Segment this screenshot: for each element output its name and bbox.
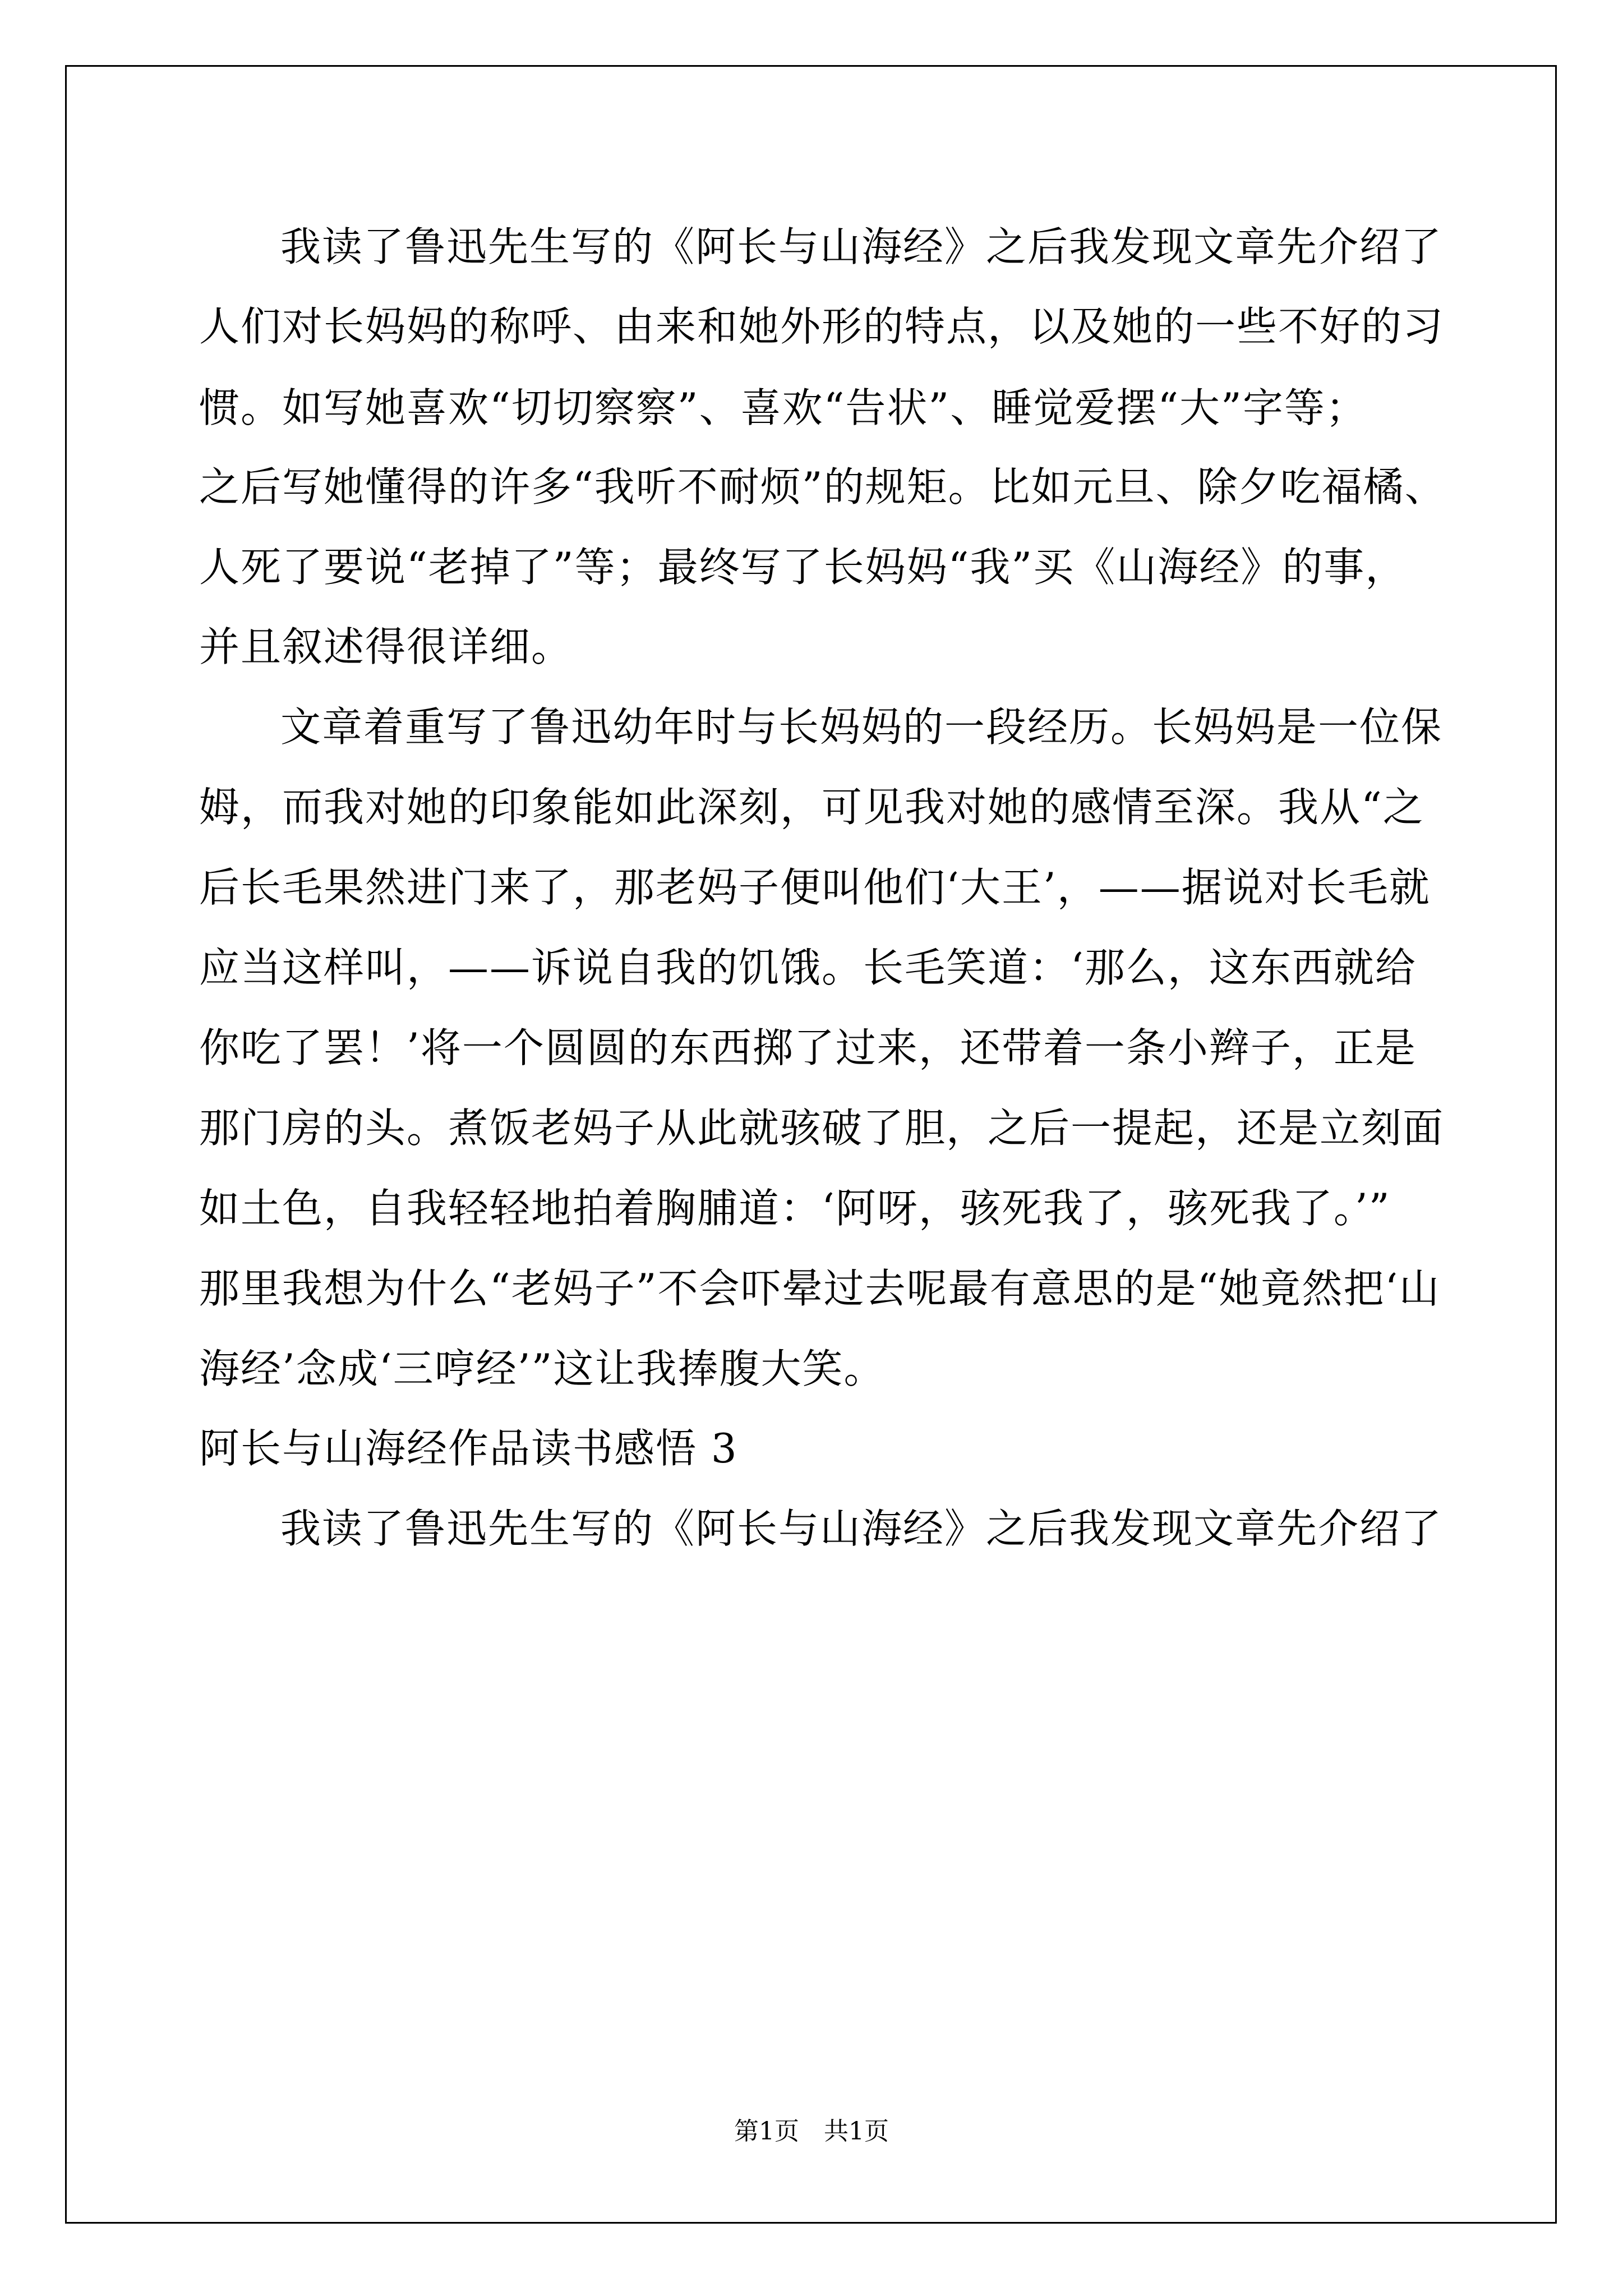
paragraph-2-line-7: 如土色，自我轻轻地拍着胸脯道：‘阿呀，骇死我了，骇死我了。’” (199, 1185, 1391, 1232)
paragraph-1-line-4: 之后写她懂得的许多“我听不耐烦”的规矩。比如元旦、除夕吃福橘、 (199, 463, 1446, 510)
paragraph-1-line-1: 我读了鲁迅先生写的《阿长与山海经》之后我发现文章先介绍了 (280, 223, 1443, 270)
page-footer: 第1页 共1页 (734, 2117, 889, 2146)
section-heading: 阿长与山海经作品读书感悟 3 (199, 1425, 738, 1472)
paragraph-2-line-4: 应当这样叫，——诉说自我的饥饿。长毛笑道：‘那么，这东西就给 (199, 944, 1417, 991)
paragraph-2-line-3: 后长毛果然进门来了，那老妈子便叫他们‘大王’，——据说对长毛就 (199, 864, 1431, 911)
paragraph-2-line-1: 文章着重写了鲁迅幼年时与长妈妈的一段经历。长妈妈是一位保 (280, 703, 1443, 751)
paragraph-1-line-2: 人们对长妈妈的称呼、由来和她外形的特点，以及她的一些不好的习 (199, 303, 1445, 350)
paragraph-1-line-5: 人死了要说“老掉了”等；最终写了长妈妈“我”买《山海经》的事， (199, 544, 1407, 591)
paragraph-1-line-6: 并且叙述得很详细。 (199, 623, 573, 670)
paragraph-2-line-6: 那门房的头。煮饭老妈子从此就骇破了胆，之后一提起，还是立刻面 (199, 1105, 1445, 1152)
paragraph-2-line-2: 姆，而我对她的印象能如此深刻，可见我对她的感情至深。我从“之 (199, 784, 1424, 831)
paragraph-2-line-9: 海经’念成‘三哼经’”这让我捧腹大笑。 (199, 1345, 886, 1392)
paragraph-1-line-3: 惯。如写她喜欢“切切察察”、喜欢“告状”、睡觉爱摆“大”字等； (199, 384, 1367, 431)
paragraph-2-line-5: 你吃了罢！’将一个圆圆的东西掷了过来，还带着一条小辫子，正是 (199, 1024, 1417, 1071)
paragraph-3-line-1: 我读了鲁迅先生写的《阿长与山海经》之后我发现文章先介绍了 (280, 1505, 1443, 1552)
paragraph-2-line-8: 那里我想为什么“老妈子”不会吓晕过去呢最有意思的是“她竟然把‘山 (199, 1265, 1441, 1312)
